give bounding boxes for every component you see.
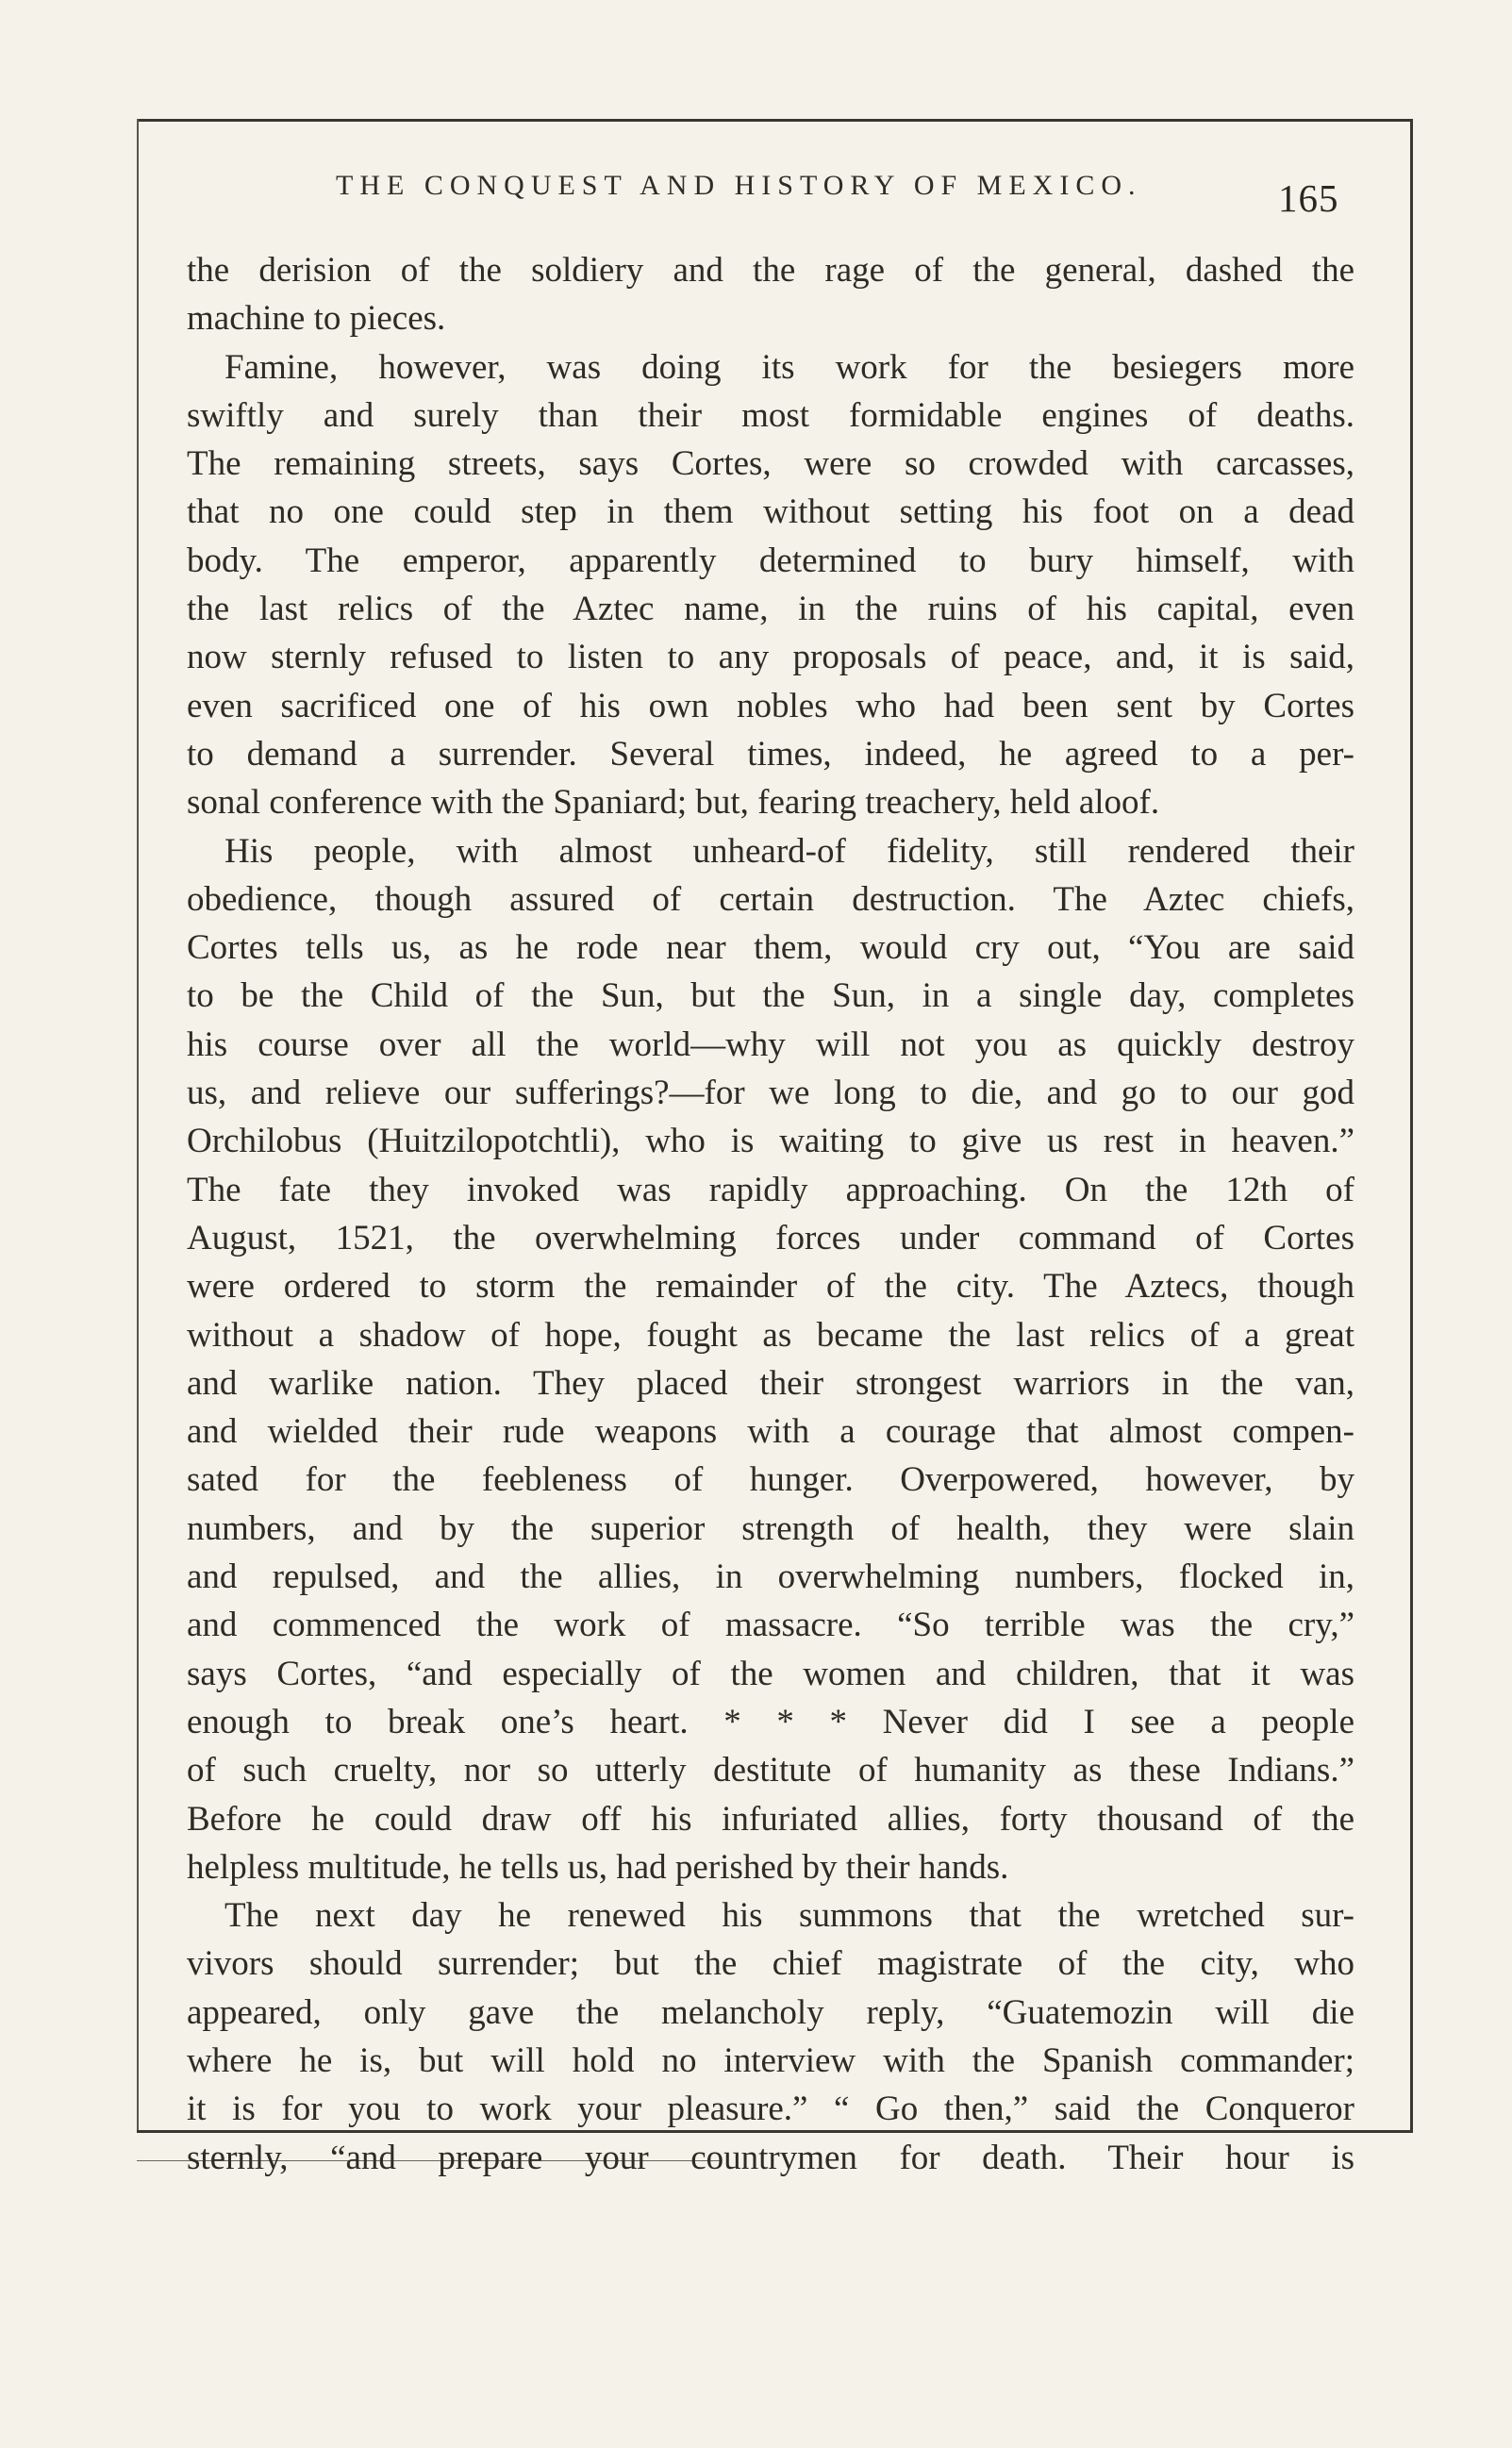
text-line: His people, with almost unheard-of fidelity, still rendered their: [224, 831, 1354, 871]
text-line: and wielded their rude weapons with a courage that almost compen-: [187, 1412, 1354, 1452]
text-line: us, and relieve our sufferings?—for we long to die, and go to our god: [187, 1074, 1354, 1113]
text-line: sonal conference with the Spaniard; but, fearing treachery, held aloof.: [187, 783, 1160, 823]
text-line: and commenced the work of massacre. “So terrible was the cry,”: [187, 1606, 1354, 1645]
text-line: The next day he renewed his summons that the wretched sur-: [224, 1896, 1354, 1936]
text-line: that no one could step in them without setting his foot on a dead: [187, 492, 1354, 532]
text-line: of such cruelty, nor so utterly destitute of humanity as these Indians.”: [187, 1751, 1354, 1790]
text-line: and warlike nation. They placed their strongest warriors in the van,: [187, 1363, 1354, 1403]
text-line: it is for you to work your pleasure.” “ Go then,” said the Conqueror: [187, 2090, 1354, 2129]
text-line: now sternly refused to listen to any proposals of peace, and, it is said,: [187, 638, 1354, 677]
text-line: The remaining streets, says Cortes, were so crowded with carcasses,: [187, 444, 1354, 484]
frame-left-rule: [137, 119, 139, 2133]
text-line: sated for the feebleness of hunger. Overpowered, however, by: [187, 1460, 1354, 1500]
page-number: 165: [1278, 176, 1339, 220]
text-line: without a shadow of hope, fought as became the last relics of a great: [187, 1315, 1354, 1355]
text-line: vivors should surrender; but the chief magistrate of the city, who: [187, 1944, 1354, 1984]
text-line: machine to pieces.: [187, 299, 446, 339]
text-line: enough to break one’s heart. * * * Never did I see a people: [187, 1702, 1354, 1741]
text-line: to demand a surrender. Several times, indeed, he agreed to a per-: [187, 734, 1354, 774]
frame-top-rule: [137, 119, 1412, 122]
text-line: swiftly and surely than their most formidable engines of deaths.: [187, 395, 1354, 435]
text-line: Orchilobus (Huitzilopotchtli), who is waiting to give us rest in heaven.”: [187, 1122, 1354, 1161]
text-line: body. The emperor, apparently determined to bury himself, with: [187, 541, 1354, 580]
text-line: sternly, “and prepare your countrymen for death. Their hour is: [187, 2138, 1354, 2177]
text-line: his course over all the world—why will not you as quickly destroy: [187, 1024, 1354, 1064]
running-title: THE CONQUEST AND HISTORY OF MEXICO.: [336, 170, 1142, 201]
text-line: appeared, only gave the melancholy reply, “Guatemozin will die: [187, 1992, 1354, 2032]
text-line: Before he could draw off his infuriated allies, forty thousand of the: [187, 1799, 1354, 1839]
text-line: where he is, but will hold no interview with the Spanish commander;: [187, 2040, 1354, 2080]
text-line: the derision of the soldiery and the rage of the general, dashed the: [187, 251, 1354, 290]
text-line: the last relics of the Aztec name, in the ruins of his capital, even: [187, 590, 1354, 629]
text-line: and repulsed, and the allies, in overwhelming numbers, flocked in,: [187, 1557, 1354, 1597]
text-line: even sacrificed one of his own nobles who had been sent by Cortes: [187, 686, 1354, 725]
text-line: obedience, though assured of certain destruction. The Aztec chiefs,: [187, 879, 1354, 919]
text-line: August, 1521, the overwhelming forces under command of Cortes: [187, 1218, 1354, 1257]
text-line: were ordered to storm the remainder of the city. The Aztecs, though: [187, 1267, 1354, 1307]
text-line: to be the Child of the Sun, but the Sun, in a single day, completes: [187, 976, 1354, 1016]
text-line: says Cortes, “and especially of the women and children, that it was: [187, 1654, 1354, 1693]
text-line: Cortes tells us, as he rode near them, would cry out, “You are said: [187, 928, 1354, 968]
frame-right-rule: [1410, 119, 1413, 2133]
text-line: The fate they invoked was rapidly approaching. On the 12th of: [187, 1170, 1354, 1209]
text-line: Famine, however, was doing its work for the besiegers more: [224, 347, 1354, 387]
text-line: helpless multitude, he tells us, had perished by their hands.: [187, 1847, 1009, 1887]
body-text: [187, 246, 1354, 2182]
text-line: numbers, and by the superior strength of health, they were slain: [187, 1508, 1354, 1548]
